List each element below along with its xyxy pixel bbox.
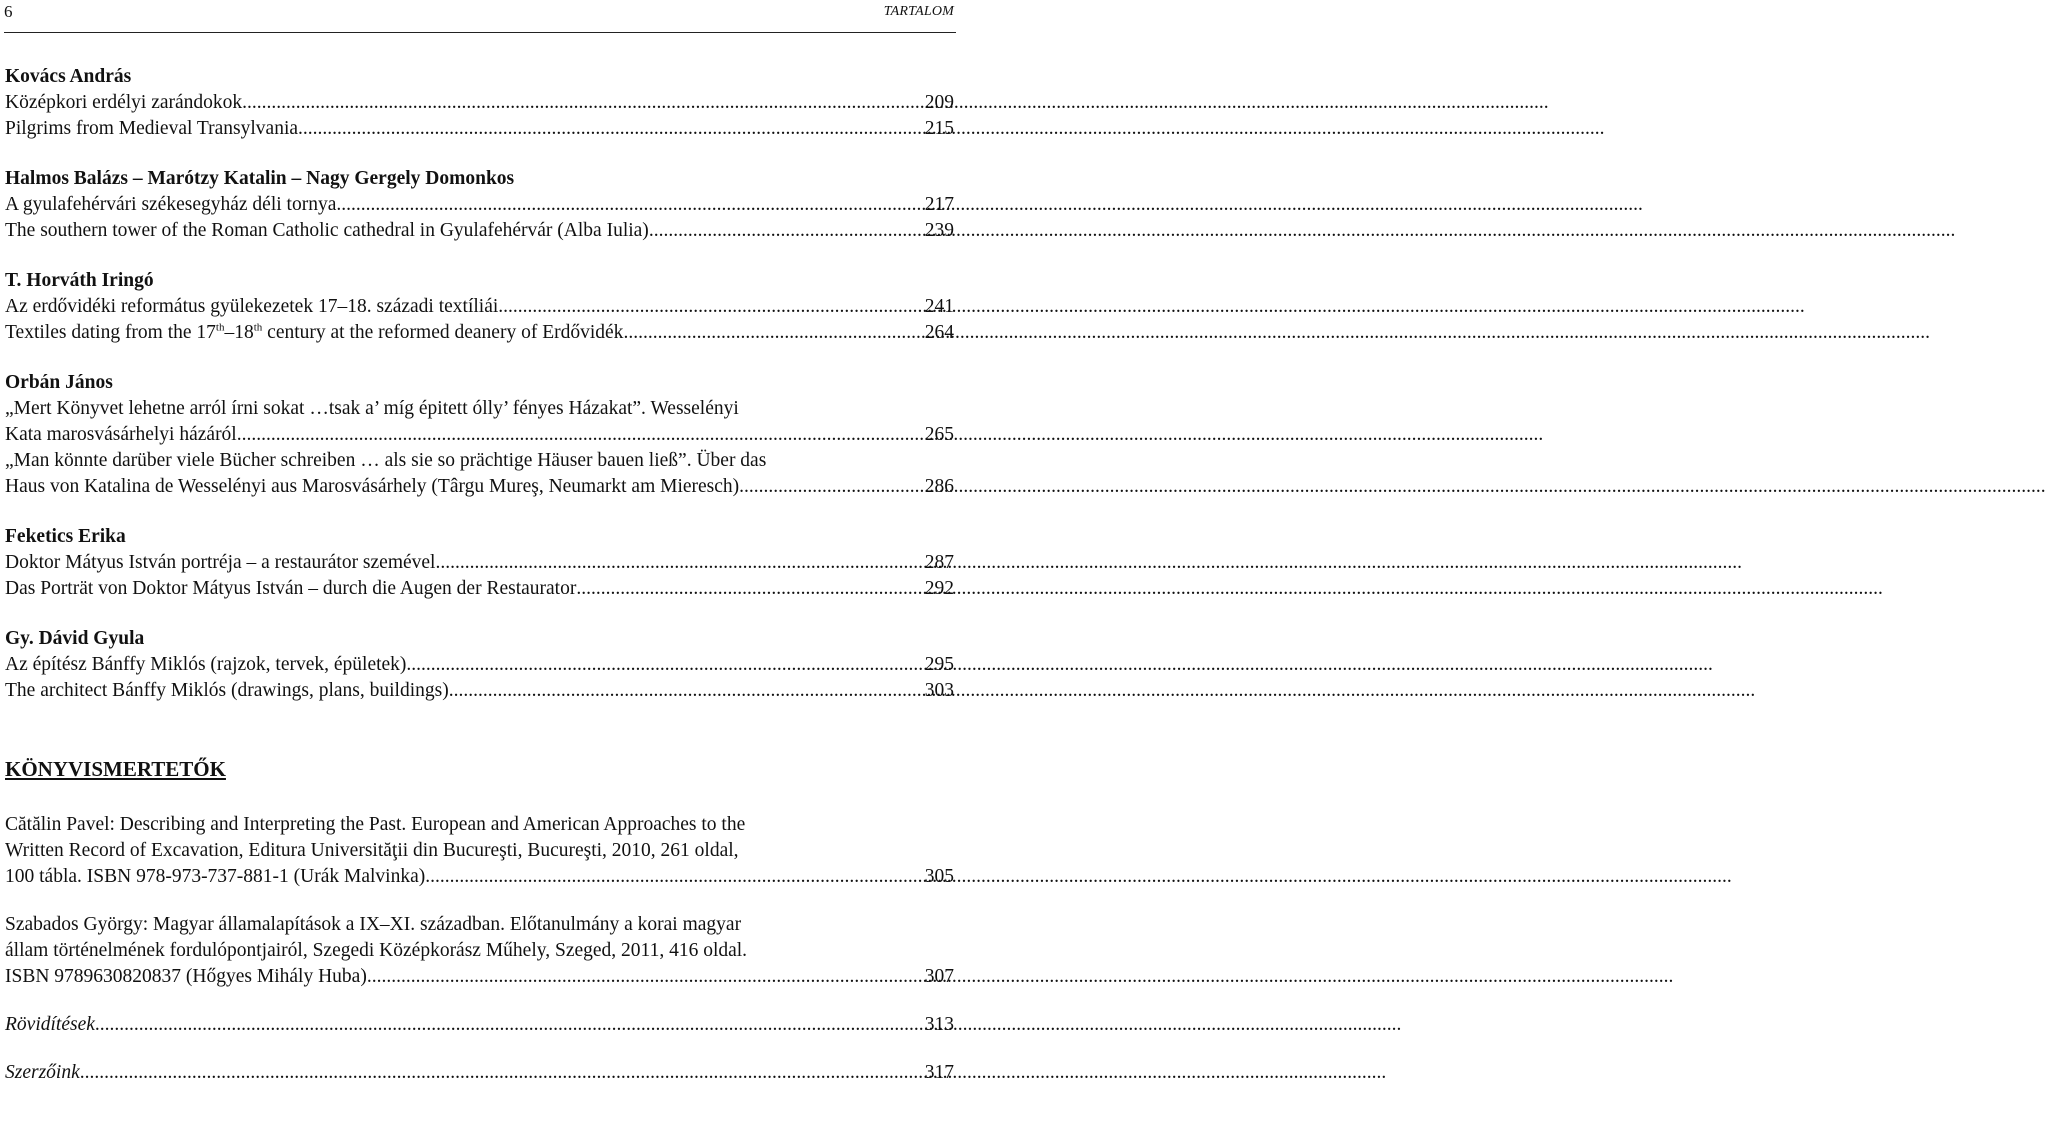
toc-title: Középkori erdélyi zarándokok — [5, 92, 243, 113]
toc-page-number: 264 — [924, 322, 954, 343]
toc-page-number: 286 — [924, 476, 954, 497]
toc-page-number: 217 — [924, 194, 954, 215]
toc-page-number: 295 — [924, 654, 954, 675]
dot-leader — [242, 90, 925, 116]
toc-title: The southern tower of the Roman Catholic cathedral in Gyulafehérvár (Alba Iulia) — [5, 220, 649, 241]
toc-title: Az építész Bánffy Miklós (rajzok, tervek, épületek) — [5, 654, 407, 675]
toc-page-number: 215 — [924, 118, 954, 139]
toc-title: Szerzőink — [5, 1062, 80, 1083]
toc-line[interactable] — [5, 294, 954, 320]
dot-leader — [449, 678, 925, 704]
toc-page-number: 292 — [924, 578, 954, 599]
toc-page-number: 241 — [924, 296, 954, 317]
toc-title: The architect Bánffy Miklós (drawings, plans, buildings) — [5, 680, 449, 701]
entry-author: T. Horváth Iringó — [5, 270, 154, 291]
toc-line[interactable] — [5, 90, 954, 116]
dot-leader — [237, 422, 925, 448]
toc-title: Az erdővidéki református gyülekezetek 17–18. századi textíliái — [5, 296, 499, 317]
entry-author: Orbán János — [5, 372, 113, 393]
review-line: Cătălin Pavel: Describing and Interpreting the Past. European and American Approaches to the — [5, 814, 746, 835]
dot-leader — [95, 1012, 925, 1038]
dot-leader — [498, 294, 924, 320]
superscript: th — [215, 321, 225, 334]
toc-page-number: 303 — [924, 680, 954, 701]
toc-page-number: 209 — [924, 92, 954, 113]
toc-page-number: 313 — [924, 1014, 954, 1035]
dot-leader — [425, 864, 925, 890]
dot-leader — [367, 964, 925, 990]
dot-leader — [649, 218, 925, 244]
toc-title-part: Textiles dating from the 17 — [5, 322, 216, 343]
toc-title: Haus von Katalina de Wesselényi aus Marosvásárhely (Târgu Mureş, Neumarkt am Mieresch) — [5, 476, 740, 497]
entry-author: Halmos Balázs – Marótzy Katalin – Nagy Gergely Domonkos — [5, 168, 515, 189]
entry-author: Kovács András — [5, 66, 132, 87]
toc-line[interactable] — [5, 550, 954, 576]
toc-title-continued: „Mert Könyvet lehetne arról írni sokat …tsak a’ míg épitett ólly’ fényes Házakat”. Wesselényi — [5, 398, 739, 419]
section-heading: KÖNYVISMERTETŐK — [5, 757, 226, 781]
dot-leader — [576, 576, 924, 602]
running-title: TARTALOM — [883, 4, 954, 19]
review-line: Written Record of Excavation, Editura Universităţii din Bucureşti, Bucureşti, 2010, 261 oldal, — [5, 840, 739, 861]
toc-title: A gyulafehérvári székesegyház déli tornya — [5, 194, 337, 215]
review-line: állam történelmének fordulópontjairól, Szegedi Középkorász Műhely, Szeged, 2011, 416 oldal. — [5, 940, 748, 961]
toc-line[interactable] — [5, 422, 954, 448]
entry-author: Feketics Erika — [5, 526, 126, 547]
page-header — [4, 0, 956, 33]
toc-line[interactable] — [5, 116, 954, 142]
review-line: Szabados György: Magyar államalapítások a IX–XI. században. Előtanulmány a korai magyar — [5, 914, 742, 935]
dot-leader — [435, 550, 924, 576]
toc-entry — [5, 524, 954, 602]
book-review-entry — [5, 812, 954, 890]
toc-entry — [5, 626, 954, 704]
toc-line[interactable] — [5, 678, 954, 704]
toc-title-part: century at the reformed deanery of Erdővidék — [262, 322, 624, 343]
toc-page-number: 317 — [924, 1062, 954, 1083]
page-number: 6 — [4, 2, 13, 21]
toc-entry — [5, 166, 954, 244]
toc-entry — [5, 268, 954, 346]
toc-entry — [5, 370, 954, 500]
book-review-entry — [5, 912, 954, 990]
toc-title: Rövidítések — [5, 1014, 95, 1035]
toc-title-continued: „Man könnte darüber viele Bücher schreiben … als sie so prächtige Häuser bauen ließ”. Über das — [5, 450, 767, 471]
dot-leader — [336, 192, 924, 218]
dot-leader — [298, 116, 925, 142]
toc-page-number: 265 — [924, 424, 954, 445]
toc-line[interactable] — [5, 320, 954, 346]
toc-title: Das Porträt von Doktor Mátyus István – durch die Augen der Restaurator — [5, 578, 577, 599]
toc-page-number: 239 — [924, 220, 954, 241]
toc-line[interactable] — [5, 864, 954, 890]
toc-page-number: 287 — [924, 552, 954, 573]
toc-entry — [5, 64, 954, 142]
toc-line[interactable] — [5, 218, 954, 244]
dot-leader — [80, 1060, 925, 1086]
toc-title: ISBN 9789630820837 (Hőgyes Mihály Huba) — [5, 966, 367, 987]
toc-title-part: –18 — [224, 322, 254, 343]
toc-page-number: 305 — [924, 866, 954, 887]
toc-title: Kata marosvásárhelyi házáról — [5, 424, 237, 445]
toc-title: 100 tábla. ISBN 978-973-737-881-1 (Urák Malvinka) — [5, 866, 426, 887]
toc-page-number: 307 — [924, 966, 954, 987]
dot-leader — [739, 474, 925, 500]
dot-leader — [406, 652, 924, 678]
toc-line[interactable] — [5, 576, 954, 602]
superscript: th — [253, 321, 263, 334]
toc-line[interactable] — [5, 474, 954, 500]
toc-title: Doktor Mátyus István portréja – a restaurátor szemével — [5, 552, 436, 573]
dot-leader — [623, 320, 924, 346]
toc-line[interactable] — [5, 192, 954, 218]
toc-title: Pilgrims from Medieval Transylvania — [5, 118, 299, 139]
entry-author: Gy. Dávid Gyula — [5, 628, 145, 649]
toc-title — [5, 320, 623, 346]
toc-line-authors[interactable] — [5, 1060, 954, 1086]
table-of-contents — [5, 64, 954, 1086]
toc-line-abbreviations[interactable] — [5, 1012, 954, 1038]
toc-line[interactable] — [5, 652, 954, 678]
toc-line[interactable] — [5, 964, 954, 990]
